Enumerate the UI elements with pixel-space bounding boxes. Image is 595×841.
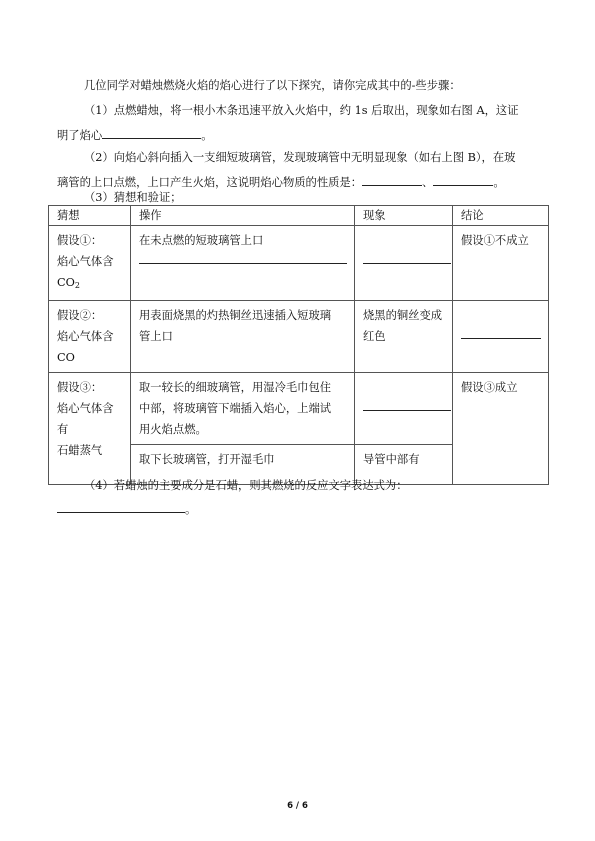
h3-hypothesis-cell bbox=[49, 373, 131, 485]
h3-conclusion-cell bbox=[453, 373, 549, 485]
h3b-phenomenon: 导管中部有 bbox=[363, 453, 420, 466]
h1-phenomenon-blank[interactable] bbox=[363, 263, 451, 264]
step2-separator: 、 bbox=[422, 176, 434, 189]
intro-paragraph: 几位同学对蜡烛燃烧火焰的焰心进行了以下探究，请你完成其中的-些步骤： bbox=[84, 79, 461, 92]
step1-line2-prefix: 明了焰心 bbox=[57, 129, 103, 142]
h3-operation-line1: 取一较长的细玻璃管，用湿冷毛巾包住 bbox=[139, 381, 332, 394]
h3b-operation: 取下长玻璃管，打开湿毛巾 bbox=[139, 453, 275, 466]
h3-text: 焰心气体含有 bbox=[57, 402, 114, 436]
header-hypothesis: 猜想 bbox=[49, 206, 131, 226]
h3-operation-cell bbox=[131, 373, 355, 445]
step2-line1: （2）向焰心斜向插入一支细短玻璃管，发现玻璃管中无明显现象（如右上图 B），在玻 bbox=[84, 151, 516, 164]
h2-operation-line1: 用表面烧黑的灼热铜丝迅速插入短玻璃 bbox=[139, 309, 332, 322]
step3-label: （3）猜想和验证； bbox=[84, 191, 182, 204]
h2-phenomenon-line1: 烧黑的铜丝变成 bbox=[363, 309, 443, 322]
table-header-row bbox=[49, 206, 549, 226]
h2-phenomenon-line2: 红色 bbox=[363, 330, 386, 343]
h1-formula bbox=[57, 272, 122, 296]
step1-line1: （1）点燃蜡烛，将一根小木条迅速平放入火焰中，约 1s 后取出，现象如右图 A，这证 bbox=[84, 104, 519, 117]
h2-conclusion-cell bbox=[453, 301, 549, 373]
h3-operation-line3: 用火焰点燃。 bbox=[139, 423, 207, 436]
h1-operation-cell bbox=[131, 226, 355, 301]
h3-phenomenon-cell bbox=[355, 373, 453, 445]
hypothesis-table bbox=[48, 205, 549, 485]
step4-line2-suffix: 。 bbox=[185, 503, 197, 516]
header-phenomenon: 现象 bbox=[355, 206, 453, 226]
step1-line2 bbox=[57, 127, 213, 143]
h3-operation-line2: 中部，将玻璃管下端插入焰心，上端试 bbox=[139, 402, 332, 415]
h2-hypothesis-cell bbox=[49, 301, 131, 373]
h2-text: 焰心气体含 bbox=[57, 330, 114, 343]
h1-text: 焰心气体含 bbox=[57, 255, 114, 268]
h2-formula: CO bbox=[57, 351, 75, 364]
h3-label: 假设③： bbox=[57, 381, 103, 394]
table-row-hypothesis-1 bbox=[49, 226, 549, 301]
header-conclusion: 结论 bbox=[453, 206, 549, 226]
step4-answer-blank[interactable] bbox=[57, 501, 185, 513]
h1-formula-sub: 2 bbox=[74, 281, 80, 290]
h2-phenomenon-cell bbox=[355, 301, 453, 373]
h2-label: 假设②： bbox=[57, 309, 103, 322]
step2-line2 bbox=[57, 174, 505, 190]
h3-phenomenon-blank[interactable] bbox=[363, 410, 451, 411]
h1-conclusion-cell bbox=[453, 226, 549, 301]
h1-conclusion: 假设①不成立 bbox=[461, 234, 529, 247]
h1-operation: 在未点燃的短玻璃管上口 bbox=[139, 234, 264, 247]
h3-substance: 石蜡蒸气 bbox=[57, 444, 103, 457]
step1-answer-blank[interactable] bbox=[102, 127, 201, 139]
step2-line2-suffix: 。 bbox=[493, 176, 505, 189]
h1-operation-blank[interactable] bbox=[139, 263, 347, 264]
h2-operation-line2: 管上口 bbox=[139, 330, 173, 343]
h1-formula-main: CO bbox=[57, 276, 75, 289]
h2-conclusion-blank[interactable] bbox=[461, 338, 541, 339]
h1-label: 假设①： bbox=[57, 234, 103, 247]
h1-hypothesis-cell bbox=[49, 226, 131, 301]
step4-line1: （4）若蜡烛的主要成分是石蜡，则其燃烧的反应文字表达式为： bbox=[84, 479, 408, 492]
step2-answer-blank-2[interactable] bbox=[433, 174, 493, 186]
header-operation: 操作 bbox=[131, 206, 355, 226]
step4-line2 bbox=[57, 501, 196, 517]
step2-answer-blank-1[interactable] bbox=[362, 174, 422, 186]
page-number: 6 / 6 bbox=[287, 801, 308, 811]
table-row-hypothesis-3 bbox=[49, 373, 549, 445]
step2-line2-prefix: 璃管的上口点燃，上口产生火焰，这说明焰心物质的性质是： bbox=[57, 176, 363, 189]
table-row-hypothesis-2 bbox=[49, 301, 549, 373]
h1-phenomenon-cell bbox=[355, 226, 453, 301]
h2-operation-cell bbox=[131, 301, 355, 373]
step1-line2-suffix: 。 bbox=[201, 129, 213, 142]
h3-conclusion: 假设③成立 bbox=[461, 381, 518, 394]
